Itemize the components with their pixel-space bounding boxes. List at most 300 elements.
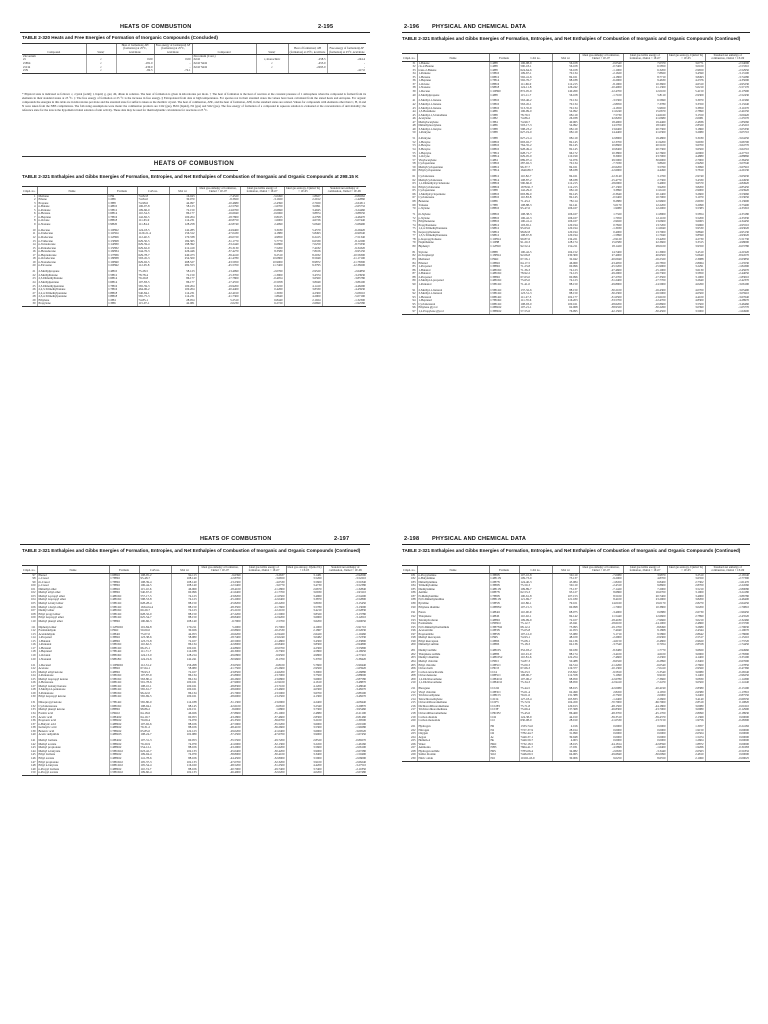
table-cell: CO	[489, 719, 519, 723]
table-cell: n-Octane	[37, 219, 107, 223]
table-cell: -43.5950	[196, 261, 240, 265]
table-cell: Benzoic acid	[37, 730, 109, 734]
table-cell: 4	[34, 205, 36, 209]
table-cell: C9H20	[107, 223, 137, 227]
table-cell: -0.24182	[705, 725, 750, 729]
table-cell: C8H10	[489, 217, 519, 221]
table-cell: -13.7100	[242, 685, 286, 689]
table-cell: 35	[412, 75, 416, 79]
table-cell: 99-87-6	[519, 238, 552, 242]
table-cell: -14.1000	[623, 622, 667, 626]
table-cell: Methyl isopropyl ketone	[37, 678, 109, 682]
table-cell: -2.16540	[705, 573, 750, 577]
table-cell: -13.0900	[242, 701, 286, 705]
table-cell: 10.7000	[623, 196, 667, 200]
table-cell: -17.1300	[579, 186, 623, 190]
table-cell: -0.87550	[705, 694, 750, 698]
table-cell: 0.00000	[705, 729, 750, 733]
table-cell: 563-80-4	[139, 678, 171, 682]
table-cell: 5.2510	[196, 299, 240, 303]
table-cell: 3.5260	[286, 577, 323, 581]
table-cell: 144	[31, 749, 36, 753]
table-cell: 208	[411, 674, 416, 678]
table-cell: -17.7700	[623, 279, 667, 283]
table-cell: -5.0490	[240, 194, 284, 198]
table-cell: Dimethylacetylene	[417, 124, 489, 128]
table-cell: 110-74-7	[139, 768, 171, 772]
table-cell: 18.4900	[579, 121, 623, 125]
table-cell: 109-89-7	[519, 588, 552, 592]
table-cell: 92-52-4	[519, 245, 552, 249]
table-cell: 107-15-3	[519, 606, 552, 610]
table-cell: Propylbenzene	[417, 224, 489, 228]
table-cell: 3.9000	[286, 733, 323, 737]
table-cell: -25.7900	[198, 692, 242, 696]
table-cell: n-Tetradecane	[37, 243, 107, 247]
table-cell: C4H8	[489, 65, 519, 69]
table-cell: 188	[411, 598, 416, 602]
table-cell: 119	[31, 654, 36, 658]
table-cell: -1.32300	[322, 299, 366, 303]
table-cell: 41	[412, 99, 416, 103]
table-cell: Ethyl isopropyl ketone	[37, 695, 109, 699]
table-cell: 116.203	[552, 299, 579, 303]
table-cell: -21.7300	[196, 295, 240, 299]
table-cell: -2.64850	[322, 270, 366, 274]
table-cell: 109-60-4	[139, 771, 171, 775]
table-cell: 3.3990	[667, 166, 705, 170]
table-cell: 4.0700	[667, 289, 705, 293]
table-cell: 3.0200	[667, 606, 705, 610]
table-cell: -3.6650	[242, 577, 286, 581]
table-cell: 1-Octanal	[37, 654, 109, 658]
table-cell: -20.0940	[579, 258, 623, 262]
table-cell: -35.5200	[242, 723, 286, 727]
running-header-page-number: 2-198	[404, 536, 420, 542]
table-cell: 222	[411, 728, 416, 732]
running-header-title: PHYSICAL AND CHEMICAL DATA	[432, 24, 527, 30]
table-cell: -29.0200	[198, 730, 242, 734]
table-cell: -2.53310	[705, 65, 750, 69]
header-rule	[402, 544, 750, 545]
table-cell: 0.4260	[240, 288, 284, 292]
table-cell: c	[256, 66, 288, 70]
table-cell: 2	[34, 198, 36, 202]
table-cell: C4H8O	[109, 671, 139, 675]
table-cell: -6.2900	[579, 79, 623, 83]
table-cell: -2.52830	[323, 609, 367, 613]
table-cell: 12.2200	[623, 204, 667, 208]
table-cell: 4.1000	[286, 626, 323, 630]
table-cell: Dimethyl ether	[37, 588, 109, 592]
table-cell: 3.5500	[667, 303, 705, 307]
table-cell: -11.2260	[579, 664, 623, 668]
table-cell: 78-92-2	[519, 272, 552, 276]
table-cell: 3.3850	[667, 107, 705, 111]
table-cell: 9.4630	[623, 79, 667, 83]
table-cell: m-Terphenyl	[417, 254, 489, 258]
table-cell: Acetone	[37, 667, 109, 671]
table-cell: -3.67910	[705, 166, 750, 170]
table-cell: 1.9266	[667, 746, 705, 750]
table-cell: 64-18-6	[139, 712, 171, 716]
table-cell: 96-22-0	[139, 692, 171, 696]
table-cell: 88	[412, 275, 416, 279]
table-cell: 5	[34, 208, 36, 212]
table-cell: C7H14	[489, 169, 519, 173]
table-cell: 108-24-7	[139, 733, 171, 737]
table-cell: 7.5730	[579, 114, 623, 118]
running-header-page-number: 2-195	[318, 24, 334, 30]
table-cell: -18.7400	[198, 636, 242, 640]
table-cell: 128.258	[169, 223, 196, 227]
table-cell: -181.0	[116, 62, 154, 66]
table-cell: -36.6700	[242, 719, 286, 723]
table-cell: 100.161	[171, 685, 198, 689]
table-cell: c, monoclinic	[256, 58, 288, 62]
table-cell: 100	[31, 584, 36, 588]
table-cell: C4H10S	[489, 649, 519, 653]
table-cell: -10.56300	[322, 254, 366, 258]
table-cell: C4H8O	[109, 640, 139, 644]
table-cell: -9.5810	[579, 671, 623, 675]
table-cell: 4.2900	[284, 295, 322, 299]
table-cell: -2.0760	[240, 270, 284, 274]
table-cell: CH4	[107, 194, 137, 198]
table-cell: 32.042	[552, 258, 579, 262]
table-cell: -3.13100	[705, 72, 750, 76]
table-cell: 182	[411, 577, 416, 581]
table-cell: 228	[411, 749, 416, 753]
table-cell: -2.24560	[705, 584, 750, 588]
table-cell: C2H6S	[489, 643, 519, 647]
table-cell: -8.8490	[623, 626, 667, 630]
table-cell: -7.3660	[623, 678, 667, 682]
table-cell: 84.161	[552, 166, 579, 170]
table-cell: 1-Butene	[417, 61, 489, 65]
table-cell: 142-82-5	[137, 216, 169, 220]
table-cell: Zirconium (Cont.)	[192, 54, 256, 58]
table-cell: Methyl acetate	[37, 743, 109, 747]
table-cell: 120.194	[552, 234, 579, 238]
table-cell: 3.3350	[667, 103, 705, 107]
table-cell: 106-44-5	[139, 584, 171, 588]
table-cell: -2.92090	[323, 573, 367, 577]
column-header: Ideal gas entropy, J/(kmol·K) × 1E-05	[668, 565, 703, 573]
table-cell: -1.2400	[579, 698, 623, 702]
table-cell: -0.47360	[705, 667, 750, 671]
table-cell: 2.7900	[667, 159, 705, 163]
table-cell: 1,2,4-Trimethylbenzene	[417, 227, 489, 231]
table-cell: 9.1868	[623, 629, 667, 633]
table-cell: Trichloroethylene	[417, 694, 489, 698]
table-cell: 201	[411, 649, 416, 653]
table-cell: 99	[32, 580, 36, 584]
table-cell: -25.8200	[198, 602, 242, 606]
header-rule	[20, 544, 370, 545]
table-cell: 137.368	[552, 708, 579, 712]
table-cell: Diethyl disulfide	[417, 656, 489, 660]
table-cell: -16.2320	[623, 258, 667, 262]
table-cell: 88.150	[171, 616, 198, 620]
table-cell: -10.2530	[242, 629, 286, 633]
table-cell: 77	[412, 234, 416, 238]
table-cell: Carbon monoxide	[417, 719, 489, 723]
table-cell: -1.67450	[323, 733, 367, 737]
table-cell: Diisopropyl ketone	[37, 701, 109, 705]
table-cell: 10.9000	[240, 261, 284, 265]
table-cell: ZrN	[22, 69, 86, 73]
table-cell: -27.9900	[198, 681, 242, 685]
table-cell: C6H6O	[109, 573, 139, 577]
table-cell: -2.1620	[579, 72, 623, 76]
table-cell: n-Undecane	[37, 232, 107, 236]
table-cell: c	[86, 69, 116, 73]
table-cell: 5.4570	[284, 229, 322, 233]
table-cell: 98-82-8	[519, 231, 552, 235]
table-cell: C6H12O	[109, 681, 139, 685]
table-cell: 4.4490	[623, 169, 667, 173]
table-cell: 8.2880	[579, 200, 623, 204]
table-cell: -12.9200	[242, 616, 286, 620]
table-cell: 204	[411, 659, 416, 663]
column-header: Name	[37, 187, 107, 195]
table-cell: C10H14	[489, 238, 519, 242]
table-cell: 97	[32, 573, 36, 577]
table-cell: 5.0210	[667, 86, 705, 90]
table-cell: -12.3140	[579, 175, 623, 179]
table-cell: 79.101	[552, 602, 579, 606]
column-header: Ideal gas Gibbs energy of formation, J/kmol × 1E-07	[623, 54, 667, 62]
table-cell: 8	[34, 219, 36, 223]
table-cell: CH4O	[489, 258, 519, 262]
table-cell: 123-72-8	[139, 640, 171, 644]
table-cell: -4.77410	[323, 654, 367, 658]
table-cell: 25	[32, 284, 36, 288]
table-cell: Dimethylamine	[417, 581, 489, 585]
table-cell: C4H8S	[489, 653, 519, 657]
table-cell: 3.2340	[286, 705, 323, 709]
table-cell: 0.0000	[623, 739, 667, 743]
table-cell: Methyl n-propyl ether	[37, 595, 109, 599]
table-cell: 3.6560	[284, 277, 322, 281]
table-cell: 3.4300	[286, 640, 323, 644]
table-cell: 195	[411, 625, 416, 629]
table-cell: -2.06090	[323, 757, 367, 761]
table-cell: 59	[412, 165, 416, 169]
table-cell: -20.4400	[196, 288, 240, 292]
table-cell: 111-70-6	[519, 299, 552, 303]
table-cell: m-Xylene	[417, 213, 489, 217]
table-cell: -27.2200	[198, 613, 242, 617]
table-cell: 115-07-1	[137, 302, 169, 306]
table-cell: 591-78-6	[139, 681, 171, 685]
table-cell: C6H12O	[109, 688, 139, 692]
table-cell: 1-Methylcyclopentene	[417, 193, 489, 197]
table-cell: -2.52800	[323, 598, 367, 602]
table-cell: 106-99-0	[519, 110, 552, 114]
table-cell: -10.4680	[196, 202, 240, 206]
table-cell: 593-45-3	[137, 257, 169, 261]
table-cell: C12H26	[107, 236, 137, 240]
table-cell: -244.4	[327, 58, 366, 62]
table-cell: -47.5900	[198, 723, 242, 727]
table-cell: -4.84920	[705, 182, 750, 186]
table-cell: 1-Butanol	[417, 269, 489, 273]
table-cell: 93.127	[552, 591, 579, 595]
table-header-row	[402, 54, 750, 62]
table-cell: 8.7710	[623, 76, 667, 80]
table-cell: -28.3500	[198, 606, 242, 610]
table-cell: -6.90540	[322, 232, 366, 236]
table-cell: 212.419	[169, 247, 196, 251]
table-cell: C5H12O	[489, 289, 519, 293]
column-header: Ideal gas enthalpy of formation, J/kmol × 1E-07	[198, 566, 242, 574]
table-cell: 120.151	[171, 708, 198, 712]
table-cell: 223	[411, 732, 416, 736]
table-cell: C6H12O	[489, 303, 519, 307]
table-cell: 10.3800	[623, 606, 667, 610]
table-cell: 693-02-7	[519, 141, 552, 145]
table-cell: -2.36450	[705, 159, 750, 163]
column-header: Free energy of formation§ ΔF (formation) at 25°C, kcal/mole	[155, 43, 191, 54]
table-cell: 0.00000	[705, 743, 750, 747]
table-cell: 68	[412, 200, 416, 203]
table-cell: Phosgene	[417, 687, 489, 691]
table-cell: 58	[412, 162, 416, 166]
table-cell: n-Butyric acid	[37, 723, 109, 727]
table-cell: C5H10	[489, 99, 519, 103]
section-title-heats-of-combustion: HEATS OF COMBUSTION	[153, 161, 235, 167]
table-cell: 4.0260	[667, 283, 705, 287]
table-cell: -29.7400	[242, 768, 286, 772]
table-cell: 40	[412, 93, 416, 97]
table-cell: 540-84-1	[137, 292, 169, 296]
table-cell: 0.00000	[705, 736, 750, 740]
table-cell: -4.21920	[705, 251, 750, 255]
table-cell: C6H12	[489, 175, 519, 179]
table-cell: 4.1880	[240, 232, 284, 236]
table-cell: 22.8200	[579, 117, 623, 121]
table-cell: 8.4100	[579, 598, 623, 602]
table-cell: -1.17810	[705, 691, 750, 695]
table-cell: 107-10-8	[519, 573, 552, 577]
table-cell: 82.145	[552, 148, 579, 152]
table-cell: C3H8	[107, 202, 137, 206]
table-cell: -3.33190	[705, 656, 750, 660]
table-cell: -16.7850	[623, 262, 667, 266]
table-cell: C4H4	[489, 159, 519, 163]
table-cell: -8.73330	[322, 243, 366, 247]
table-cell: CCl4	[489, 671, 519, 675]
table-cell: 75-71-8	[519, 705, 552, 709]
table-cell: 2.7300	[623, 179, 667, 183]
table-cell: NO	[489, 757, 519, 761]
column-header: Formula	[107, 187, 137, 195]
table-cell: -70.7900	[579, 701, 623, 705]
table-cell: 170.211	[171, 626, 198, 630]
table-cell: 96	[412, 306, 416, 310]
table-cell: -3.48040	[323, 685, 367, 689]
table-cell: -9.9500	[242, 654, 286, 658]
table-cell: 68.119	[552, 128, 579, 132]
table-cell: C4H10	[107, 205, 137, 209]
table-cell: -2.8950	[579, 103, 623, 107]
table-cell: -2.00100	[323, 723, 367, 727]
table-cell: 3.0080	[667, 705, 705, 709]
table-cell: 3.2100	[286, 719, 323, 723]
table-cell: 100.204	[169, 288, 196, 292]
table-cell: n-Hexadecane	[37, 250, 107, 254]
table-cell: 3.3970	[667, 99, 705, 103]
table-cell: -3.09520	[323, 730, 367, 734]
table-cell: 56	[412, 155, 416, 159]
table-cell: -4.6150	[579, 640, 623, 644]
table-cell: 7664-41-7	[519, 746, 552, 750]
table-cell: 3.6063	[667, 220, 705, 224]
table-cell: 18.015	[552, 743, 579, 747]
table-cell: -29.7200	[242, 739, 286, 743]
table-cell: -28.8300	[198, 685, 242, 689]
table-cell: -1.73720	[705, 640, 750, 644]
table-cell: -4.88860	[705, 155, 750, 159]
table-cell: 4.1610	[286, 681, 323, 685]
table-cell: 34.082	[552, 750, 579, 754]
table-cell: -41.4780	[196, 257, 240, 261]
table-cell: 4.1300	[286, 695, 323, 699]
table-cell: -2.52950	[705, 69, 750, 73]
table-cell: 46.069	[171, 588, 198, 592]
table-cell: -16.5000	[623, 292, 667, 296]
table-cell: -3.51840	[323, 581, 367, 585]
table-cell: 197	[411, 632, 416, 636]
table-cell: 79-01-6	[519, 694, 552, 698]
table-321-part-2	[402, 53, 750, 315]
table-cell: -5.91710	[323, 626, 367, 630]
table-cell: -1.19070	[705, 629, 750, 633]
table-cell: 64-17-5	[519, 262, 552, 266]
table-cell: 4.2730	[667, 238, 705, 242]
table-cell: -2.80080	[705, 588, 750, 592]
table-cell: C4H4S	[489, 615, 519, 619]
table-cell: -0.89270	[323, 739, 367, 743]
table-cell: 56.108	[552, 94, 579, 98]
table-cell: 13.7900	[623, 231, 667, 235]
table-cell: C2H8N2	[489, 606, 519, 610]
table-cell: 627-21-4	[519, 137, 552, 141]
column-header: Ideal gas Gibbs energy of formation, J/kmol × 1E-07	[242, 566, 286, 574]
table-cell: -230.0	[116, 66, 154, 70]
table-cell: 111-84-2	[137, 223, 169, 227]
table-cell: 3.5780	[286, 606, 323, 610]
table-cell: -5.06510	[322, 292, 366, 296]
table-cell: -12.38200	[322, 264, 366, 268]
table-cell: 14	[32, 243, 36, 247]
table-cell: -2.11850	[323, 768, 367, 772]
table-cell: 2.4836	[667, 121, 705, 125]
table-cell: 1-Pentyne	[417, 131, 489, 135]
table-cell: C6H10	[489, 196, 519, 200]
table-cell: ZrBr4	[23, 61, 31, 65]
table-cell: 3.9870	[623, 573, 667, 577]
table-cell: C6H7N	[489, 591, 519, 595]
table-cell: -1.7000	[579, 606, 623, 610]
table-cell: -2.52430	[705, 94, 750, 98]
table-cell: 60.096	[552, 276, 579, 280]
table-cell: -12.4700	[623, 299, 667, 303]
table-cell: O2	[489, 732, 519, 736]
table-cell: 108.140	[171, 584, 198, 588]
